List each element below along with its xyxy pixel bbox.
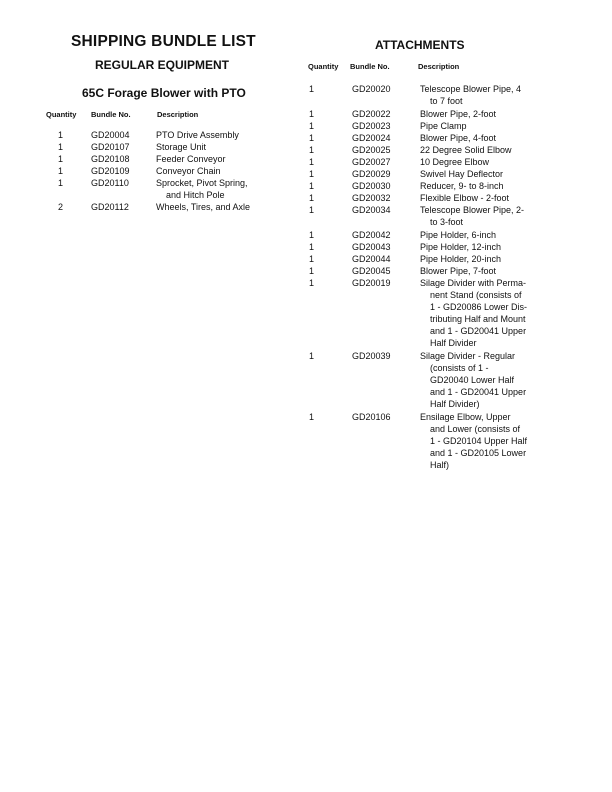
description-line: Wheels, Tires, and Axle [156, 202, 251, 212]
quantity-cell: 1 [58, 178, 64, 188]
description-cell [420, 132, 545, 144]
description-line: GD20040 Lower Half [430, 375, 515, 385]
description-cell [420, 192, 545, 204]
description-line: Half) [430, 460, 450, 470]
bundle-number-cell: GD20106 [352, 412, 391, 422]
description-line: Sprocket, Pivot Spring, [156, 178, 248, 188]
bundle-number-cell: GD20034 [352, 205, 391, 215]
description-line: Reducer, 9- to 8-inch [420, 181, 504, 191]
quantity-cell: 1 [309, 193, 315, 203]
description-line: and 1 - GD20105 Lower [430, 448, 527, 458]
quantity-cell: 1 [309, 109, 315, 119]
right-header-quantity: Quantity [308, 62, 339, 71]
description-line: Blower Pipe, 7-foot [420, 266, 497, 276]
quantity-cell: 1 [309, 412, 315, 422]
quantity-cell: 1 [58, 166, 64, 176]
quantity-cell: 1 [309, 254, 315, 264]
quantity-cell: 1 [309, 133, 315, 143]
bundle-number-cell: GD20109 [91, 166, 130, 176]
description-line: to 7 foot [430, 96, 463, 106]
description-cell [156, 165, 296, 177]
description-cell [420, 411, 545, 471]
bundle-number-cell: GD20042 [352, 230, 391, 240]
right-header-description: Description [418, 62, 460, 71]
description-line: Pipe Holder, 12-inch [420, 242, 502, 252]
quantity-cell: 1 [309, 266, 315, 276]
description-line: Silage Divider with Perma- [420, 278, 527, 288]
product-heading: 65C Forage Blower with PTO [82, 86, 246, 100]
quantity-cell: 1 [309, 351, 315, 361]
bundle-number-cell: GD20029 [352, 169, 391, 179]
quantity-cell: 1 [309, 242, 315, 252]
description-cell [420, 144, 545, 156]
description-line: Half Divider) [430, 399, 480, 409]
attachments-heading: ATTACHMENTS [375, 38, 465, 52]
bundle-number-cell: GD20022 [352, 109, 391, 119]
bundle-number-cell: GD20110 [91, 178, 129, 188]
page-title: SHIPPING BUNDLE LIST [71, 33, 256, 50]
quantity-cell: 1 [309, 121, 315, 131]
bundle-number-cell: GD20032 [352, 193, 391, 203]
bundle-number-cell: GD20039 [352, 351, 391, 361]
description-cell [420, 253, 545, 265]
description-line: Ensilage Elbow, Upper [420, 412, 511, 422]
bundle-number-cell: GD20030 [352, 181, 391, 191]
bundle-number-cell: GD20024 [352, 133, 391, 143]
quantity-cell: 1 [309, 181, 315, 191]
left-header-quantity: Quantity [46, 110, 77, 119]
left-header-description: Description [157, 110, 199, 119]
description-line: (consists of 1 - [430, 363, 489, 373]
bundle-number-cell: GD20112 [91, 202, 129, 212]
description-cell [156, 201, 296, 213]
quantity-cell: 1 [309, 84, 315, 94]
quantity-cell: 1 [309, 278, 315, 288]
description-cell [420, 265, 545, 277]
description-cell [156, 141, 296, 153]
description-line: 1 - GD20086 Lower Dis- [430, 302, 528, 312]
quantity-cell: 1 [309, 205, 315, 215]
bundle-number-cell: GD20004 [91, 130, 130, 140]
regular-equipment-heading: REGULAR EQUIPMENT [95, 58, 230, 72]
description-line: 10 Degree Elbow [420, 157, 490, 167]
description-line: to 3-foot [430, 217, 464, 227]
description-line: Telescope Blower Pipe, 4 [420, 84, 522, 94]
quantity-cell: 1 [309, 230, 315, 240]
description-line: tributing Half and Mount [430, 314, 526, 324]
description-cell [420, 229, 545, 241]
description-line: PTO Drive Assembly [156, 130, 239, 140]
quantity-cell: 1 [58, 154, 64, 164]
description-line: 1 - GD20104 Upper Half [430, 436, 528, 446]
bundle-number-cell: GD20044 [352, 254, 391, 264]
description-line: Swivel Hay Deflector [420, 169, 504, 179]
description-line: Half Divider [430, 338, 477, 348]
description-cell [420, 156, 545, 168]
quantity-cell: 1 [309, 145, 315, 155]
bundle-number-cell: GD20023 [352, 121, 391, 131]
description-line: Blower Pipe, 2-foot [420, 109, 497, 119]
bundle-number-cell: GD20020 [352, 84, 391, 94]
description-line: Feeder Conveyor [156, 154, 226, 164]
description-cell [420, 241, 545, 253]
description-cell [156, 129, 296, 141]
bundle-number-cell: GD20045 [352, 266, 391, 276]
left-header-bundle: Bundle No. [91, 110, 131, 119]
description-line: Pipe Holder, 20-inch [420, 254, 502, 264]
bundle-number-cell: GD20043 [352, 242, 391, 252]
description-cell [420, 350, 545, 410]
description-cell [420, 120, 545, 132]
description-cell [420, 204, 545, 228]
quantity-cell: 2 [58, 202, 64, 212]
description-line: 22 Degree Solid Elbow [420, 145, 512, 155]
description-line: Silage Divider - Regular [420, 351, 516, 361]
description-cell [156, 177, 296, 201]
description-cell [420, 108, 545, 120]
description-line: Telescope Blower Pipe, 2- [420, 205, 525, 215]
bundle-number-cell: GD20107 [91, 142, 130, 152]
quantity-cell: 1 [58, 142, 64, 152]
description-line: Storage Unit [156, 142, 207, 152]
quantity-cell: 1 [58, 130, 64, 140]
description-line: and Hitch Pole [166, 190, 225, 200]
description-line: Conveyor Chain [156, 166, 221, 176]
bundle-number-cell: GD20025 [352, 145, 391, 155]
description-cell [420, 277, 545, 349]
description-cell [420, 168, 545, 180]
right-header-bundle: Bundle No. [350, 62, 390, 71]
bundle-number-cell: GD20019 [352, 278, 391, 288]
description-line: and Lower (consists of [430, 424, 521, 434]
description-line: Pipe Clamp [420, 121, 467, 131]
description-cell [156, 153, 296, 165]
quantity-cell: 1 [309, 169, 315, 179]
quantity-cell: 1 [309, 157, 315, 167]
description-line: and 1 - GD20041 Upper [430, 326, 527, 336]
description-line: nent Stand (consists of [430, 290, 522, 300]
bundle-number-cell: GD20027 [352, 157, 391, 167]
description-line: Blower Pipe, 4-foot [420, 133, 497, 143]
description-line: Flexible Elbow - 2-foot [420, 193, 510, 203]
description-cell [420, 180, 545, 192]
description-cell [420, 83, 545, 107]
description-line: Pipe Holder, 6-inch [420, 230, 497, 240]
description-line: and 1 - GD20041 Upper [430, 387, 527, 397]
bundle-number-cell: GD20108 [91, 154, 130, 164]
